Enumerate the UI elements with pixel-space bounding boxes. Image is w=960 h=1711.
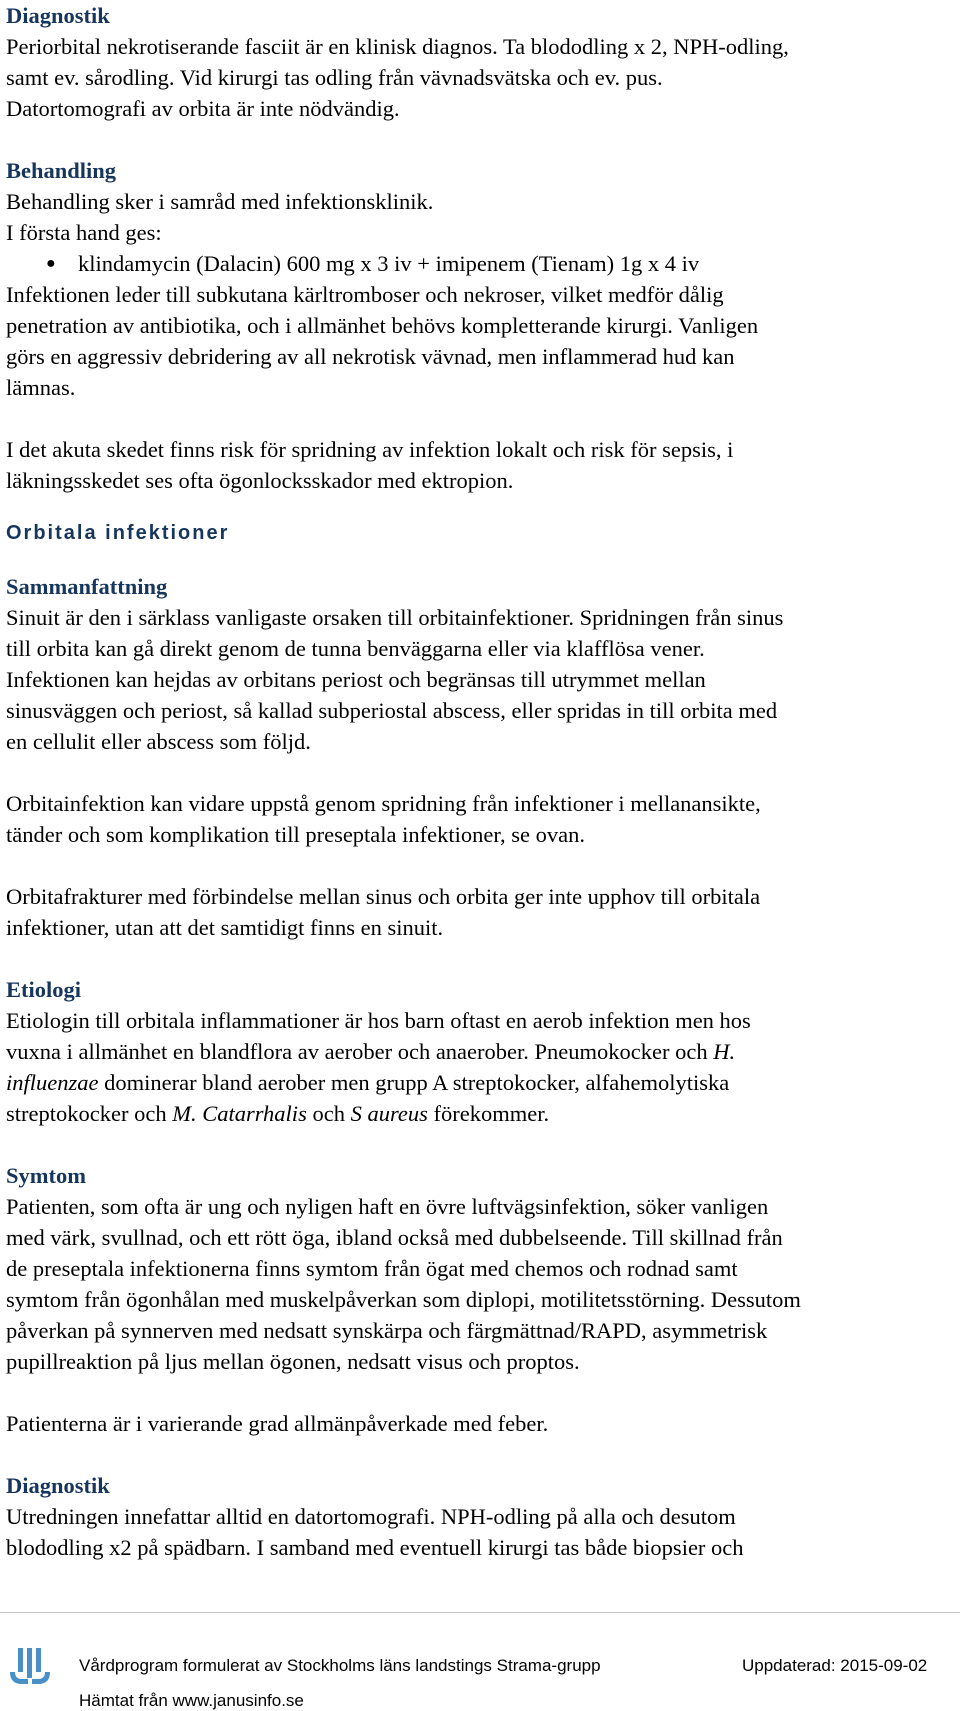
samm-para2-line-1: Orbitainfektion kan vidare uppstå genom spridning från infektioner i mellanansikte, bbox=[6, 791, 761, 816]
diag2-line-1: Utredningen innefattar alltid en datortomografi. NPH-odling på alla och desutom bbox=[6, 1504, 736, 1529]
bullet-icon: ● bbox=[46, 255, 56, 272]
samm-line-3: Infektionen kan hejdas av orbitans periost och begränsas till utrymmet mellan bbox=[6, 667, 706, 692]
janus-logo-icon bbox=[8, 1646, 52, 1688]
etio-italic: S aureus bbox=[350, 1101, 428, 1126]
bullet-text: klindamycin (Dalacin) 600 mg x 3 iv + imipenem (Tienam) 1g x 4 iv bbox=[78, 251, 700, 276]
etio-line-3 bbox=[6, 1067, 946, 1098]
etio-text: och bbox=[306, 1101, 351, 1126]
section-title: Orbitala infektioner bbox=[6, 522, 230, 544]
diag2-line-2: blododling x2 på spädbarn. I samband med eventuell kirurgi tas både biopsier och bbox=[6, 1535, 744, 1560]
symtom-para2: Patienterna är i varierande grad allmänpåverkade med feber. bbox=[6, 1411, 549, 1436]
beh-para1-line-4: lämnas. bbox=[6, 375, 76, 400]
symtom-line-4: symtom från ögonhålan med muskelpåverkan som diplopi, motilitetsstörning. Dessutom bbox=[6, 1287, 801, 1312]
beh-line-2: I första hand ges: bbox=[6, 220, 162, 245]
heading-symtom: Symtom bbox=[6, 1163, 86, 1188]
footer-divider bbox=[0, 1612, 960, 1613]
etio-line-4 bbox=[6, 1098, 946, 1129]
diag-line-1: Periorbital nekrotiserande fasciit är en klinisk diagnos. Ta blododling x 2, NPH-odling, bbox=[6, 34, 789, 59]
symtom-line-6: pupillreaktion på ljus mellan ögonen, nedsatt visus och proptos. bbox=[6, 1349, 580, 1374]
heading-etiologi: Etiologi bbox=[6, 977, 82, 1002]
etio-text: dominerar bland aerober men grupp A streptokocker, alfahemolytiska bbox=[98, 1070, 730, 1095]
samm-para2-line-2: tänder och som komplikation till preseptala infektioner, se ovan. bbox=[6, 822, 585, 847]
footer-source-link[interactable]: Hämtat från www.janusinfo.se bbox=[79, 1691, 304, 1710]
heading-diagnostik-2: Diagnostik bbox=[6, 1473, 110, 1498]
symtom-line-2: med värk, svullnad, och ett rött öga, ibland också med dubbelseende. Till skillnad från bbox=[6, 1225, 783, 1250]
etio-text: streptokocker och bbox=[6, 1101, 173, 1126]
samm-line-2: till orbita kan gå direkt genom de tunna benväggarna eller via klafflösa vener. bbox=[6, 636, 705, 661]
footer-program-text: Vårdprogram formulerat av Stockholms läns landstings Strama-grupp bbox=[79, 1656, 601, 1675]
beh-para2-line-2: läkningsskedet ses ofta ögonlocksskador med ektropion. bbox=[6, 468, 514, 493]
samm-para3-line-2: infektioner, utan att det samtidigt finns en sinuit. bbox=[6, 915, 444, 940]
etio-text: vuxna i allmänhet en blandflora av aerober och anaerober. Pneumokocker och bbox=[6, 1039, 714, 1064]
beh-para1-line-2: penetration av antibiotika, och i allmänhet behövs kompletterande kirurgi. Vanligen bbox=[6, 313, 759, 338]
etio-italic: H. bbox=[713, 1039, 736, 1064]
samm-para3-line-1: Orbitafrakturer med förbindelse mellan sinus och orbita ger inte upphov till orbitala bbox=[6, 884, 761, 909]
document-body bbox=[6, 0, 946, 1563]
samm-line-1: Sinuit är den i särklass vanligaste orsaken till orbitainfektioner. Spridningen från sinus bbox=[6, 605, 784, 630]
beh-para1-line-3: görs en aggressiv debridering av all nekrotisk vävnad, men inflammerad hud kan bbox=[6, 344, 735, 369]
heading-diagnostik: Diagnostik bbox=[6, 3, 110, 28]
beh-para1-line-1: Infektionen leder till subkutana kärltromboser och nekroser, vilket medför dålig bbox=[6, 282, 724, 307]
etio-italic: influenzae bbox=[6, 1070, 99, 1095]
list-item bbox=[6, 248, 946, 279]
samm-line-4: sinusväggen och periost, så kallad subperiostal abscess, eller spridas in till orbita med bbox=[6, 698, 778, 723]
samm-line-5: en cellulit eller abscess som följd. bbox=[6, 729, 311, 754]
etio-line-1: Etiologin till orbitala inflammationer är hos barn oftast en aerob infektion men hos bbox=[6, 1008, 751, 1033]
diag-line-3: Datortomografi av orbita är inte nödvändig. bbox=[6, 96, 400, 121]
etio-line-2 bbox=[6, 1036, 946, 1067]
symtom-line-5: påverkan på synnerven med nedsatt synskärpa och färgmättnad/RAPD, asymmetrisk bbox=[6, 1318, 768, 1343]
heading-sammanfattning: Sammanfattning bbox=[6, 574, 168, 599]
beh-line-1: Behandling sker i samråd med infektionsklinik. bbox=[6, 189, 434, 214]
symtom-line-3: de preseptala infektionerna finns symtom från ögat med chemos och rodnad samt bbox=[6, 1256, 738, 1281]
etio-italic: M. Catarrhalis bbox=[172, 1101, 307, 1126]
symtom-line-1: Patienten, som ofta är ung och nyligen haft en övre luftvägsinfektion, söker vanligen bbox=[6, 1194, 769, 1219]
etio-text: förekommer. bbox=[427, 1101, 550, 1126]
footer-updated-date: Uppdaterad: 2015-09-02 bbox=[742, 1656, 928, 1675]
diag-line-2: samt ev. sårodling. Vid kirurgi tas odling från vävnadsvätska och ev. pus. bbox=[6, 65, 663, 90]
heading-behandling: Behandling bbox=[6, 158, 117, 183]
page-footer bbox=[0, 1620, 960, 1711]
beh-para2-line-1: I det akuta skedet finns risk för spridning av infektion lokalt och risk för sepsis, i bbox=[6, 437, 734, 462]
